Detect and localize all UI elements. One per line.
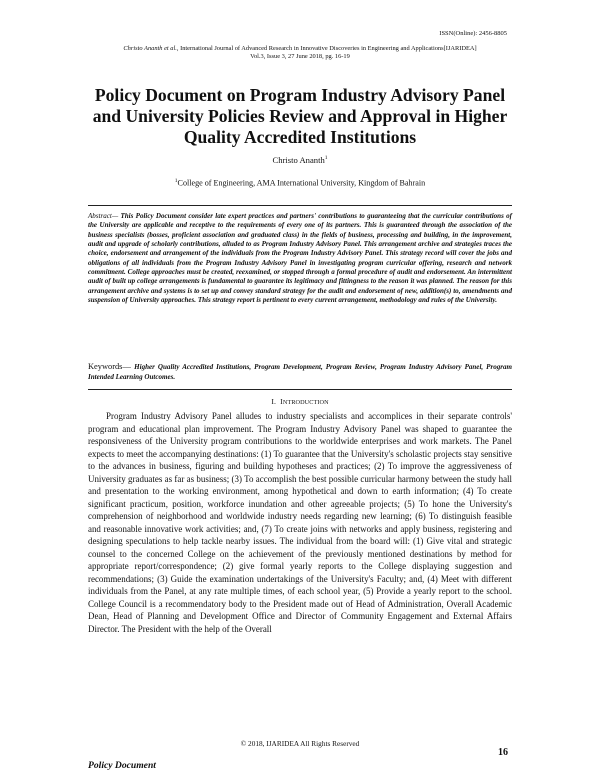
keywords [88, 362, 512, 382]
abstract [88, 212, 512, 305]
abstract-label: Abstract [88, 212, 112, 220]
author-name: Christo Ananth [272, 155, 325, 165]
running-title-footer: Policy Document [88, 760, 156, 771]
section-title-rest: NTRODUCTION [282, 399, 329, 406]
affiliation-superscript: 1 [174, 178, 178, 184]
keywords-label: Keywords [88, 362, 123, 371]
citation-journal: , International Journal of Advanced Research in Innovative Discoveries in Engineering and Applications[IJARIDEA] [176, 45, 477, 52]
copyright-footer: © 2018, IJARIDEA All Rights Reserved [240, 739, 360, 748]
abstract-text: This Policy Document consider late expert practices and partners' contributions to guaranteeing that the curricular contributions of the University are applicable and receptive to the requirements of every one of its partners. This is guaranteed through the association of the business specialists (bosses, proficient association and graduated class) in the fields of business, processing and building, in the improvement, audit and upgrade of scholarly contributions, alluded to as Program Industry Advisory Panel. This arrangement archive and strategies traces the choice, endorsement and arrangement of the individuals from the Program Industry Advisory Panel. This strategy record will cover the jobs and obligations of all individuals from the Program Industry Advisory Panel in investigating program curricular offering, research and network commitment. College approaches must be created, reexamined, or stopped through a formal procedure of audit and endorsement. An intermittent audit of built up college arrangements is fundamental to guarantee its legitimacy and fittingness to the reason it was planned. The reason for this arrangement archive and systems is to set up and convey standard strategy for the audit and endorsement of new, addition(s) to, amendments and suspension of University approaches. This strategy report is pertinent to every current arrangement, methodology and rules of the University. [88, 212, 512, 305]
affiliation-text: College of Engineering, AMA International University, Kingdom of Bahrain [177, 178, 426, 188]
issn-label: ISSN(Online): 2456-8805 [439, 30, 507, 37]
paper-title: Policy Document on Program Industry Advisory Panel and University Policies Review and Approval in Higher Quality Accredited Institutions [92, 85, 508, 147]
section-divider [88, 389, 512, 390]
section-number: I. [271, 397, 277, 406]
author-superscript: 1 [324, 155, 328, 162]
affiliation-line [88, 178, 512, 188]
abstract-dash: — [111, 212, 121, 220]
top-divider [88, 205, 512, 206]
keywords-text: Higher Quality Accredited Institutions, Program Development, Program Review, Program Industry Advisory Panel, Program Intended Learning Outcomes. [88, 363, 513, 381]
page-number: 16 [498, 747, 508, 758]
keywords-dash: — [122, 362, 135, 371]
citation-authors: Christo Ananth et al. [123, 45, 177, 52]
author-line [88, 155, 512, 165]
introduction-paragraph: Program Industry Advisory Panel alludes to industry specialists and accomplices in their separate controls' program and educational plan improvement. The Program Industry Advisory Panel was shaped to guarantee the responsiveness of the University program contributions to the worldwide enterprises and work markets. The Panel expects to meet the accompanying destinations: (1) To guarantee that the University's scholastic projects stay sensitive to the advances in business, figuring and building hypotheses and practices; (2) To improve the aggressiveness of University graduates as far as business; (3) To accomplish the best possible curricular harmony between the study hall and presentation to the working environment, among hypothetical and down to earth information; (4) To create significant practicum, position, workforce inundation and other agreeable projects; (5) To hone the University's comprehension of neighborhood and worldwide industry needs regarding new learning; (6) To distinguish feasible and reasonable innovative work activities; and, (7) To create joins with networks and apply business, registering and designing speculations to help tackle nearby issues. The individual from the board will: (1) Give vital and strategic counsel to the concerned College on the achievement of the previously mentioned destinations by method for appropriate report/correspondence; (2) give formal yearly reports to the College displaying suggestion and recommendations; (3) Guide the examination undertakings of the University's Faculty; and, (4) Meet with different individuals from the Panel, at any rate multiple times, of each school year, (5) Provide a yearly report to the school. College Council is a recommendatory body to the President made out of Head of Administration, Overall Academic Dean, Head of Planning and Development Office and Director of Community Engagement and External Affairs Director. The President with the help of the Overall [88, 411, 512, 634]
section-heading [88, 397, 512, 406]
running-header [88, 45, 512, 60]
volume-line: Vol.3, Issue 3, 27 June 2018, pg. 16-19 [250, 52, 350, 60]
section-title-cap: I [280, 397, 283, 406]
citation-line [88, 45, 512, 53]
